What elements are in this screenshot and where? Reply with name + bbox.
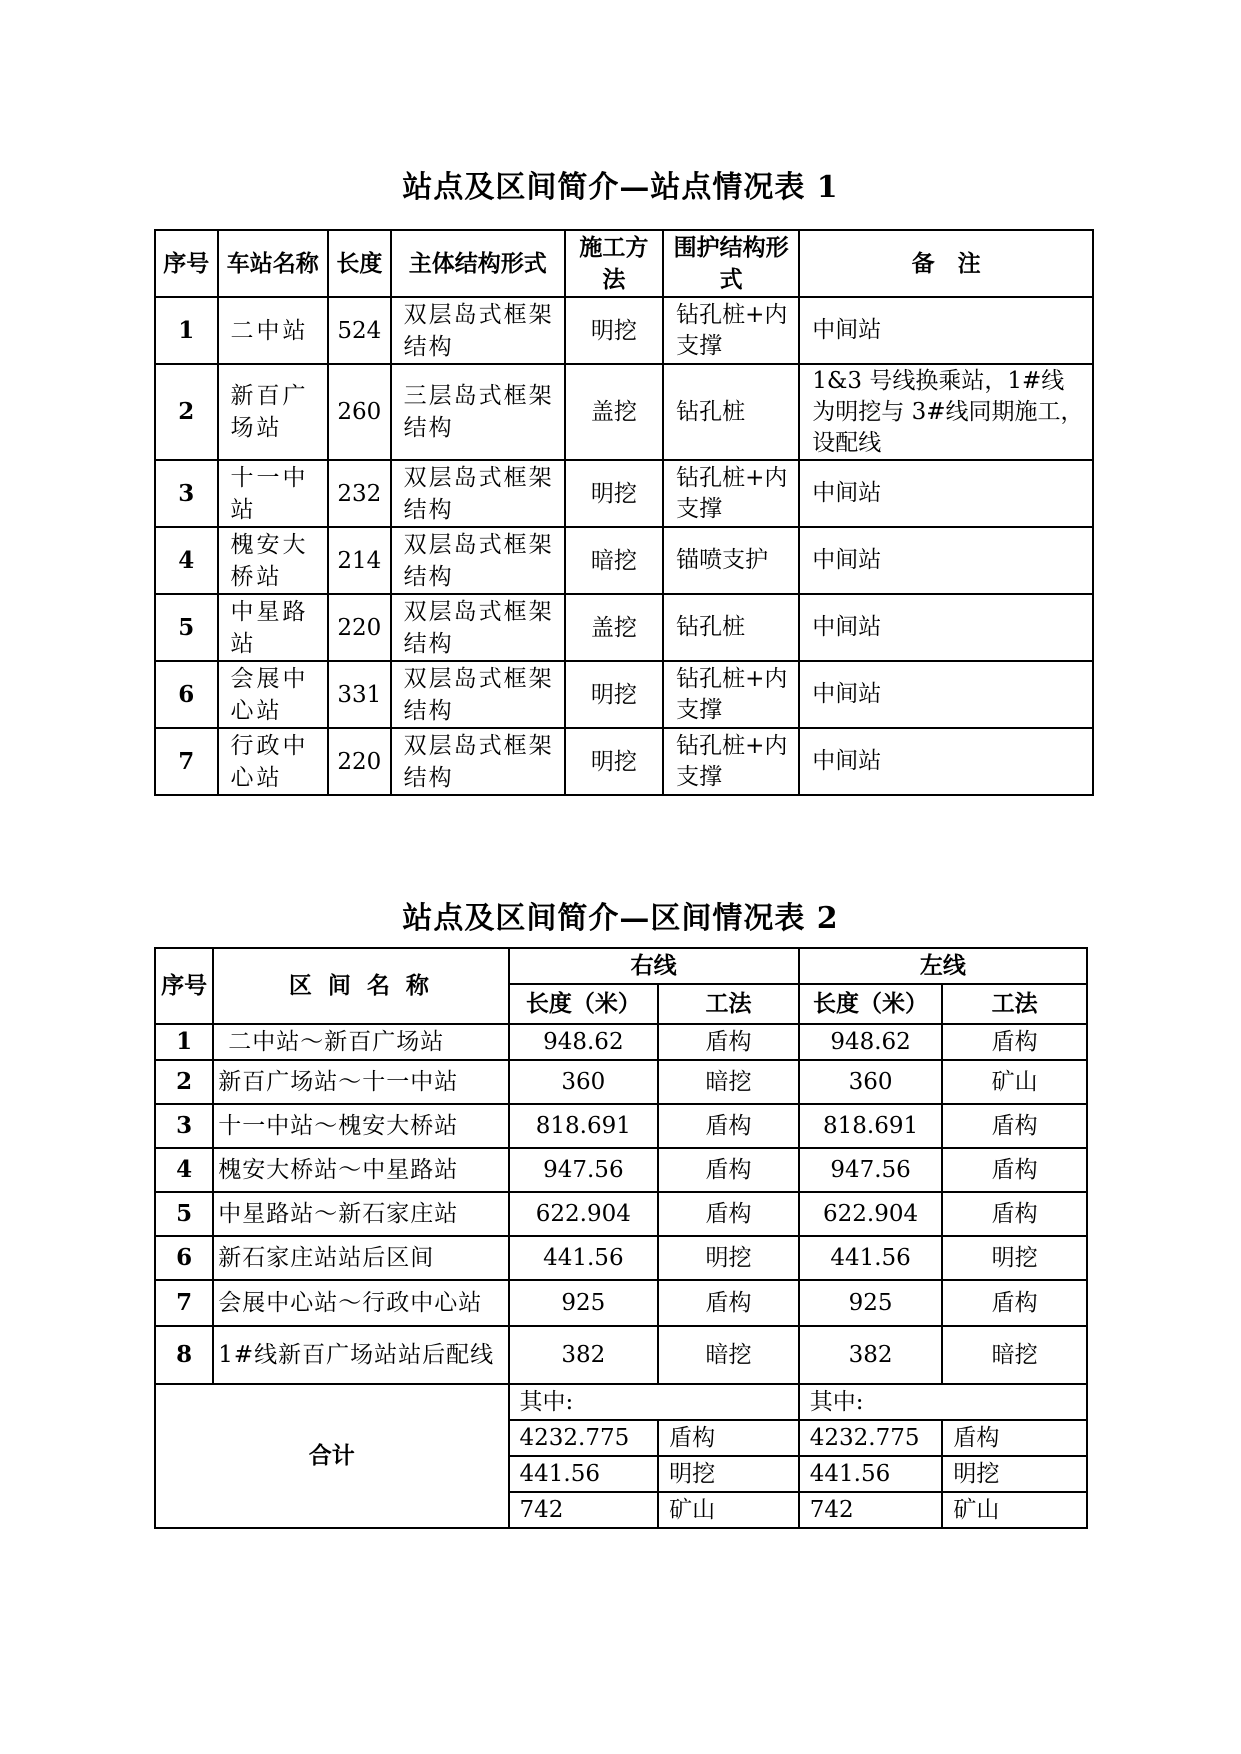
header-station-name: 车站名称: [218, 230, 329, 297]
cell-method: 明挖: [565, 728, 663, 795]
total-left-method: 矿山: [942, 1492, 1087, 1528]
cell-left-method: 盾构: [942, 1104, 1087, 1148]
cell-left-length: 441.56: [799, 1236, 943, 1280]
table-row: [155, 661, 1093, 728]
total-left-length: 742: [799, 1492, 943, 1528]
cell-right-length: 947.56: [509, 1148, 659, 1192]
cell-station-name: 十一中站: [218, 460, 329, 527]
total-label: 合计: [155, 1384, 509, 1528]
table-row: [155, 1192, 1087, 1236]
cell-length: 331: [328, 661, 391, 728]
cell-left-length: 947.56: [799, 1148, 943, 1192]
cell-left-method: 明挖: [942, 1236, 1087, 1280]
cell-no: 5: [155, 1192, 213, 1236]
cell-left-method: 盾构: [942, 1192, 1087, 1236]
cell-structure: 双层岛式框架结构: [391, 661, 565, 728]
table-row: [155, 1236, 1087, 1280]
cell-method: 明挖: [565, 297, 663, 364]
cell-method: 明挖: [565, 661, 663, 728]
header-length: 长度: [328, 230, 391, 297]
table-row: [155, 728, 1093, 795]
cell-no: 4: [155, 1148, 213, 1192]
cell-length: 524: [328, 297, 391, 364]
cell-right-method: 暗挖: [658, 1326, 799, 1384]
cell-section-name: 二中站～新百广场站: [213, 1024, 508, 1060]
total-left-length: 441.56: [799, 1456, 943, 1492]
total-left-length: 4232.775: [799, 1420, 943, 1456]
table-row: [155, 527, 1093, 594]
total-left-method: 盾构: [942, 1420, 1087, 1456]
header-no: 序号: [155, 948, 213, 1024]
cell-left-method: 盾构: [942, 1148, 1087, 1192]
cell-remark: 中间站: [799, 661, 1093, 728]
header-remark: 备 注: [799, 230, 1093, 297]
cell-remark: 中间站: [799, 527, 1093, 594]
total-right-method: 盾构: [658, 1420, 799, 1456]
cell-length: 220: [328, 728, 391, 795]
cell-right-method: 盾构: [658, 1148, 799, 1192]
cell-section-name: 新石家庄站站后区间: [213, 1236, 508, 1280]
cell-support: 钻孔桩+内支撑: [663, 661, 799, 728]
total-right-length: 441.56: [509, 1456, 659, 1492]
right-of-which: 其中:: [509, 1384, 799, 1420]
cell-remark: 1&3 号线换乘站，1#线为明挖与 3#线同期施工，设配线: [799, 364, 1093, 460]
cell-method: 盖挖: [565, 594, 663, 661]
table1-title: 站点及区间简介—站点情况表 1: [402, 170, 839, 205]
cell-support: 锚喷支护: [663, 527, 799, 594]
cell-no: 1: [155, 1024, 213, 1060]
cell-station-name: 会展中心站: [218, 661, 329, 728]
cell-right-length: 948.62: [509, 1024, 659, 1060]
table-row: [155, 460, 1093, 527]
cell-no: 7: [155, 728, 218, 795]
cell-left-method: 暗挖: [942, 1326, 1087, 1384]
cell-station-name: 槐安大桥站: [218, 527, 329, 594]
section-table-header-top: [155, 948, 1087, 984]
cell-remark: 中间站: [799, 728, 1093, 795]
cell-no: 5: [155, 594, 218, 661]
cell-section-name: 槐安大桥站～中星路站: [213, 1148, 508, 1192]
cell-section-name: 新百广场站～十一中站: [213, 1060, 508, 1104]
cell-right-length: 925: [509, 1280, 659, 1326]
cell-no: 3: [155, 460, 218, 527]
cell-section-name: 会展中心站～行政中心站: [213, 1280, 508, 1326]
cell-no: 4: [155, 527, 218, 594]
cell-length: 232: [328, 460, 391, 527]
cell-method: 暗挖: [565, 527, 663, 594]
table-row: [155, 1024, 1087, 1060]
cell-structure: 双层岛式框架结构: [391, 460, 565, 527]
table-row: [155, 1280, 1087, 1326]
cell-no: 6: [155, 1236, 213, 1280]
table-row: [155, 1326, 1087, 1384]
table-row: [155, 1148, 1087, 1192]
left-of-which: 其中:: [799, 1384, 1087, 1420]
station-table: [154, 229, 1094, 796]
cell-right-method: 暗挖: [658, 1060, 799, 1104]
cell-length: 260: [328, 364, 391, 460]
cell-no: 2: [155, 1060, 213, 1104]
header-section-name: 区 间 名 称: [213, 948, 508, 1024]
cell-left-method: 盾构: [942, 1280, 1087, 1326]
cell-no: 1: [155, 297, 218, 364]
cell-right-method: 盾构: [658, 1024, 799, 1060]
cell-remark: 中间站: [799, 594, 1093, 661]
cell-length: 214: [328, 527, 391, 594]
cell-no: 3: [155, 1104, 213, 1148]
cell-method: 明挖: [565, 460, 663, 527]
section-table: [154, 947, 1088, 1529]
cell-station-name: 二中站: [218, 297, 329, 364]
header-left-method: 工法: [942, 984, 1087, 1024]
cell-right-length: 818.691: [509, 1104, 659, 1148]
cell-remark: 中间站: [799, 460, 1093, 527]
table-row: [155, 594, 1093, 661]
cell-section-name: 1#线新百广场站站后配线: [213, 1326, 508, 1384]
cell-no: 7: [155, 1280, 213, 1326]
cell-structure: 双层岛式框架结构: [391, 594, 565, 661]
header-structure: 主体结构形式: [391, 230, 565, 297]
cell-right-method: 明挖: [658, 1236, 799, 1280]
header-left-line: 左线: [799, 948, 1087, 984]
total-row: [155, 1384, 1087, 1420]
table-row: [155, 1060, 1087, 1104]
cell-right-method: 盾构: [658, 1280, 799, 1326]
header-method: 施工方法: [565, 230, 663, 297]
cell-structure: 三层岛式框架结构: [391, 364, 565, 460]
cell-right-length: 622.904: [509, 1192, 659, 1236]
header-right-method: 工法: [658, 984, 799, 1024]
table-row: [155, 1104, 1087, 1148]
cell-section-name: 中星路站～新石家庄站: [213, 1192, 508, 1236]
header-right-line: 右线: [509, 948, 799, 984]
cell-right-method: 盾构: [658, 1104, 799, 1148]
cell-support: 钻孔桩+内支撑: [663, 460, 799, 527]
cell-left-length: 925: [799, 1280, 943, 1326]
cell-right-length: 360: [509, 1060, 659, 1104]
cell-structure: 双层岛式框架结构: [391, 728, 565, 795]
cell-support: 钻孔桩+内支撑: [663, 728, 799, 795]
cell-left-length: 622.904: [799, 1192, 943, 1236]
cell-no: 6: [155, 661, 218, 728]
total-left-method: 明挖: [942, 1456, 1087, 1492]
cell-right-length: 441.56: [509, 1236, 659, 1280]
cell-no: 2: [155, 364, 218, 460]
cell-left-length: 360: [799, 1060, 943, 1104]
table-row: [155, 364, 1093, 460]
table2-title: 站点及区间简介—区间情况表 2: [402, 901, 839, 936]
cell-left-method: 矿山: [942, 1060, 1087, 1104]
cell-remark: 中间站: [799, 297, 1093, 364]
cell-no: 8: [155, 1326, 213, 1384]
header-no: 序号: [155, 230, 218, 297]
cell-structure: 双层岛式框架结构: [391, 527, 565, 594]
cell-support: 钻孔桩+内支撑: [663, 297, 799, 364]
cell-left-length: 818.691: [799, 1104, 943, 1148]
total-right-method: 矿山: [658, 1492, 799, 1528]
cell-station-name: 新百广场站: [218, 364, 329, 460]
cell-structure: 双层岛式框架结构: [391, 297, 565, 364]
cell-station-name: 中星路站: [218, 594, 329, 661]
cell-length: 220: [328, 594, 391, 661]
header-left-length: 长度（米）: [799, 984, 943, 1024]
cell-left-method: 盾构: [942, 1024, 1087, 1060]
cell-section-name: 十一中站～槐安大桥站: [213, 1104, 508, 1148]
header-support: 围护结构形式: [663, 230, 799, 297]
cell-station-name: 行政中心站: [218, 728, 329, 795]
cell-right-method: 盾构: [658, 1192, 799, 1236]
cell-left-length: 382: [799, 1326, 943, 1384]
cell-method: 盖挖: [565, 364, 663, 460]
total-right-length: 742: [509, 1492, 659, 1528]
cell-right-length: 382: [509, 1326, 659, 1384]
header-right-length: 长度（米）: [509, 984, 659, 1024]
cell-support: 钻孔桩: [663, 594, 799, 661]
cell-support: 钻孔桩: [663, 364, 799, 460]
table-row: [155, 297, 1093, 364]
cell-left-length: 948.62: [799, 1024, 943, 1060]
station-table-header: [155, 230, 1093, 297]
total-right-method: 明挖: [658, 1456, 799, 1492]
total-right-length: 4232.775: [509, 1420, 659, 1456]
